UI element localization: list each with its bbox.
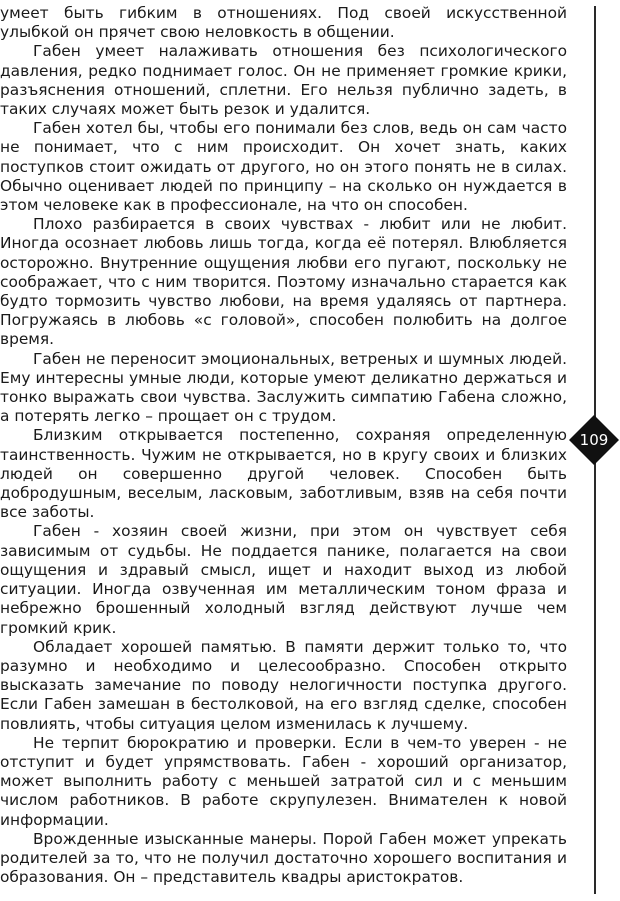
body-text — [0, 4, 567, 887]
paragraph-3: Габен хотел бы, чтобы его понимали без слов, ведь он сам часто не понимает, что с ним происходит. Он хочет знать, каких поступков стоит ожидать от другого, но он этого понять не в силах. Обычно оценивает людей по принципу – на сколько он нуждается в этом человеке как в профессионале, на что он способен. — [0, 119, 567, 215]
paragraph-8: Обладает хорошей памятью. В памяти держит только то, что разумно и необходимо и целесообразно. Способен открыто высказать замечание по поводу нелогичности поступка другого. Если Габен замешан в бестолковой, на его взгляд сделке, способен повлиять, чтобы ситуация целом изменилась к лучшему. — [0, 637, 567, 733]
paragraph-5: Габен не переносит эмоциональных, ветреных и шумных людей. Ему интересны умные люди, которые умеют деликатно держаться и тонко выражать свои чувства. Заслужить симпатию Габена сложно, а потерять легко – прощает он с трудом. — [0, 349, 567, 426]
page-number: 109 — [579, 431, 609, 449]
paragraph-2: Габен умеет налаживать отношения без психологического давления, редко поднимает голос. Он не применяет громкие крики, разъяснения отношений, сплетни. Его нельзя публично задеть, в таких случаях может быть резок и удалится. — [0, 42, 567, 119]
paragraph-1: умеет быть гибким в отношениях. Под своей искусственной улыбкой он прячет свою неловкость в общении. — [0, 4, 567, 42]
paragraph-6: Близким открывается постепенно, сохраняя определенную таинственность. Чужим не открывается, но в кругу своих и близких людей он совершенно другой человек. Способен быть добродушным, веселым, ласковым, заботливым, взяв на себя почти все заботы. — [0, 426, 567, 522]
paragraph-7: Габен - хозяин своей жизни, при этом он чувствует себя зависимым от судьбы. Не поддается панике, полагается на свои ощущения и здравый смысл, ищет и находит выход из любой ситуации. Иногда озвученная им металлическим тоном фраза и небрежно брошенный холодный взгляд действуют лучше чем громкий крик. — [0, 522, 567, 637]
paragraph-9: Не терпит бюрократию и проверки. Если в чем-то уверен - не отступит и будет упрямствовать. Габен - хороший организатор, может выполнить работу с меньшей затратой сил и с меньшим числом работников. В работе скрупулезен. Внимателен к новой информации. — [0, 733, 567, 829]
paragraph-4: Плохо разбирается в своих чувствах - любит или не любит. Иногда осознает любовь лишь тогда, когда её потерял. Влюбляется осторожно. Внутренние ощущения любви его пугают, поскольку не соображает, что с ним творится. Поэтому изначально старается как будто тормозить чувство любови, на время удаляясь от партнера. Погружаясь в любовь «с головой», способен полюбить на долгое время. — [0, 215, 567, 349]
page-number-marker — [568, 414, 620, 466]
paragraph-10: Врожденные изысканные манеры. Порой Габен может упрекать родителей за то, что не получил достаточно хорошего воспитания и образования. Он – представитель квадры аристократов. — [0, 829, 567, 887]
